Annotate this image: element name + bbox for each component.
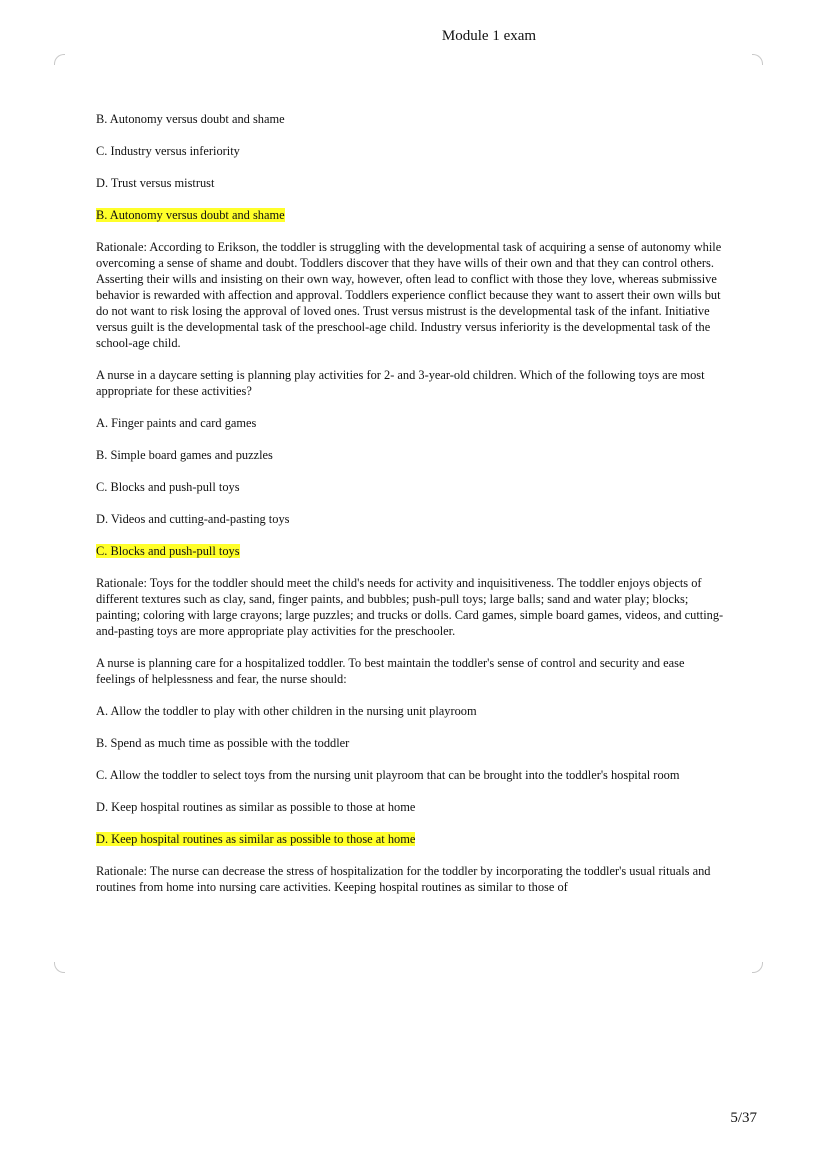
corner-mark-bottom-left [54, 962, 65, 973]
q2-question: A nurse in a daycare setting is planning play activities for 2- and 3-year-old children. Which of the following toys are most appropriate for these activities? [96, 368, 705, 398]
page-header-title: Module 1 exam [441, 28, 537, 44]
q2-option-b: B. Simple board games and puzzles [96, 448, 273, 462]
q1-option-c: C. Industry versus inferiority [96, 144, 240, 158]
corner-mark-top-left [54, 54, 65, 65]
q1-answer [96, 207, 726, 223]
q1-answer-highlight: B. Autonomy versus doubt and shame [96, 208, 285, 222]
corner-mark-top-right [752, 54, 763, 65]
corner-mark-bottom-right [752, 962, 763, 973]
q3-answer-highlight: D. Keep hospital routines as similar as possible to those at home [96, 832, 416, 846]
q3-option-d: D. Keep hospital routines as similar as possible to those at home [96, 800, 416, 814]
q1-option-d: D. Trust versus mistrust [96, 176, 215, 190]
q3-question: A nurse is planning care for a hospitalized toddler. To best maintain the toddler's sense of control and security and ease feelings of helplessness and fear, the nurse should: [96, 656, 685, 686]
q2-rationale: Rationale: Toys for the toddler should meet the child's needs for activity and inquisitiveness. The toddler enjoys objects of different textures such as clay, sand, finger paints, and bubbles; push-pull toys; large balls; sand and water play; blocks; painting; coloring with large crayons; large puzzles; and trucks or dolls. Card games, simple board games, videos, and cutting-and-pasting toys are more appropriate play activities for the preschooler. [96, 576, 724, 638]
q2-option-d: D. Videos and cutting-and-pasting toys [96, 512, 290, 526]
q1-rationale: Rationale: According to Erikson, the toddler is struggling with the developmental task of acquiring a sense of autonomy while overcoming a sense of shame and doubt. Toddlers discover that they have wills of their own and that they can control others. Asserting their wills and insisting on their own way, however, often lead to conflict with those they love, whereas submissive behavior is rewarded with affection and approval. Toddlers experience conflict because they want to assert their own wills but do not want to risk losing the approval of loved ones. Trust versus mistrust is the developmental task of the infant. Initiative versus guilt is the developmental task of the preschool-age child. Industry versus inferiority is the developmental task of the school-age child. [96, 240, 722, 350]
q3-rationale: Rationale: The nurse can decrease the stress of hospitalization for the toddler by incorporating the toddler's usual rituals and routines from home into nursing care activities. Keeping hospital routines as similar to those of [96, 864, 711, 894]
q3-answer [96, 831, 726, 847]
q2-option-c: C. Blocks and push-pull toys [96, 480, 240, 494]
q2-answer [96, 543, 726, 559]
page-number: 5/37 [730, 1110, 757, 1126]
q2-answer-highlight: C. Blocks and push-pull toys [96, 544, 240, 558]
q2-option-a: A. Finger paints and card games [96, 416, 257, 430]
q3-option-b: B. Spend as much time as possible with the toddler [96, 736, 350, 750]
q1-option-b: B. Autonomy versus doubt and shame [96, 112, 285, 126]
q3-option-a: A. Allow the toddler to play with other children in the nursing unit playroom [96, 704, 477, 718]
q3-option-c: C. Allow the toddler to select toys from the nursing unit playroom that can be brought into the toddler's hospital room [96, 768, 680, 782]
document-body [96, 111, 726, 911]
